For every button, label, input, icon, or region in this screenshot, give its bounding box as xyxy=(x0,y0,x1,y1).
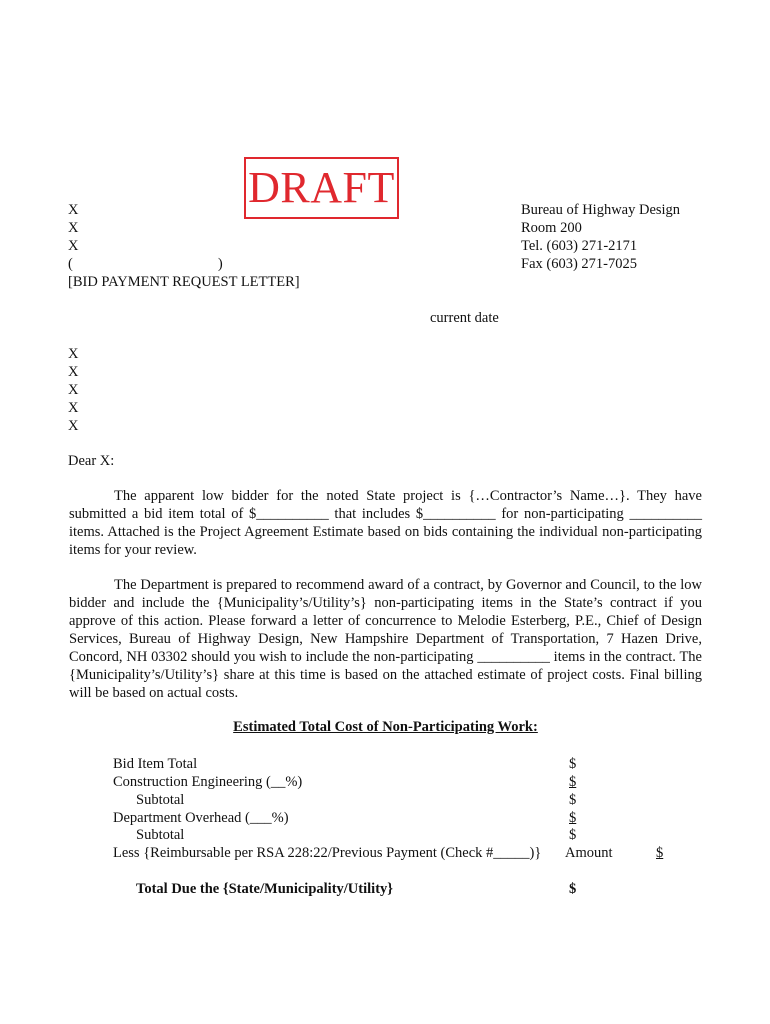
office-name: Bureau of Highway Design xyxy=(521,202,681,218)
salutation: Dear X: xyxy=(68,453,115,469)
letter-date: current date xyxy=(430,310,499,326)
less-row-amount-label: Amount xyxy=(565,845,613,861)
cost-row-label: Subtotal xyxy=(136,792,185,808)
draft-stamp-label: DRAFT xyxy=(248,163,395,212)
recipient-line: X xyxy=(68,418,79,434)
recipient-line: X xyxy=(68,364,79,380)
cost-row-label: Bid Item Total xyxy=(113,756,198,772)
office-room: Room 200 xyxy=(521,220,582,236)
recipient-line: X xyxy=(68,400,79,416)
recipient-line: X xyxy=(68,382,79,398)
sender-line: ( ) xyxy=(68,256,223,272)
sender-line: X xyxy=(68,202,79,218)
office-fax: Fax (603) 271-7025 xyxy=(521,256,637,272)
sender-line: X xyxy=(68,220,79,236)
recipient-block xyxy=(68,345,78,435)
cost-row-value: $ xyxy=(569,756,577,772)
letter-type-label: [BID PAYMENT REQUEST LETTER] xyxy=(68,274,300,290)
cost-row-label: Subtotal xyxy=(136,827,185,843)
recipient-line: X xyxy=(68,346,79,362)
sender-block xyxy=(68,201,300,291)
total-due-value: $ xyxy=(569,881,577,897)
cost-row-value: $ xyxy=(569,792,577,808)
cost-row-label: Department Overhead (___%) xyxy=(113,810,289,826)
cost-row-value: $ xyxy=(569,827,577,843)
body-paragraph-2: The Department is prepared to recommend award of a contract, by Governor and Council, to the low bidder and include the {Municipality’s/Utility’s} non-participating items in the State’s contract if you approve of this action. Please forward a letter of concurrence to Melodie Esterberg, P.E., Chief of Design Services, Bureau of Highway Design, New Hampshire Department of Transportation, 7 Hazen Drive, Concord, NH 03302 should you wish to include the non-participating __________ items in the contract. The {Municipality’s/Utility’s} share at this time is based on the attached estimate of project costs. Final billing will be based on actual costs. xyxy=(69,577,702,701)
cost-row-value: $ xyxy=(569,810,577,826)
sender-line: X xyxy=(68,238,79,254)
body-paragraph-1: The apparent low bidder for the noted State project is {…Contractor’s Name…}. They have submitted a bid item total of $__________ that includes $__________ for non-participating __________ items. Attached is the Project Agreement Estimate based on bids containing the individual non-participating items for your review. xyxy=(69,488,702,558)
cost-section-heading: Estimated Total Cost of Non-Participating Work: xyxy=(233,719,538,735)
less-row-label: Less {Reimbursable per RSA 228:22/Previous Payment (Check #_____)} xyxy=(113,845,542,861)
total-due-label: Total Due the {State/Municipality/Utility} xyxy=(136,881,393,897)
cost-row-value: $ xyxy=(569,774,577,790)
cost-row-label: Construction Engineering (__%) xyxy=(113,774,303,790)
less-row-value: $ xyxy=(656,845,664,861)
office-phone: Tel. (603) 271-2171 xyxy=(521,238,638,254)
office-block xyxy=(521,201,680,273)
